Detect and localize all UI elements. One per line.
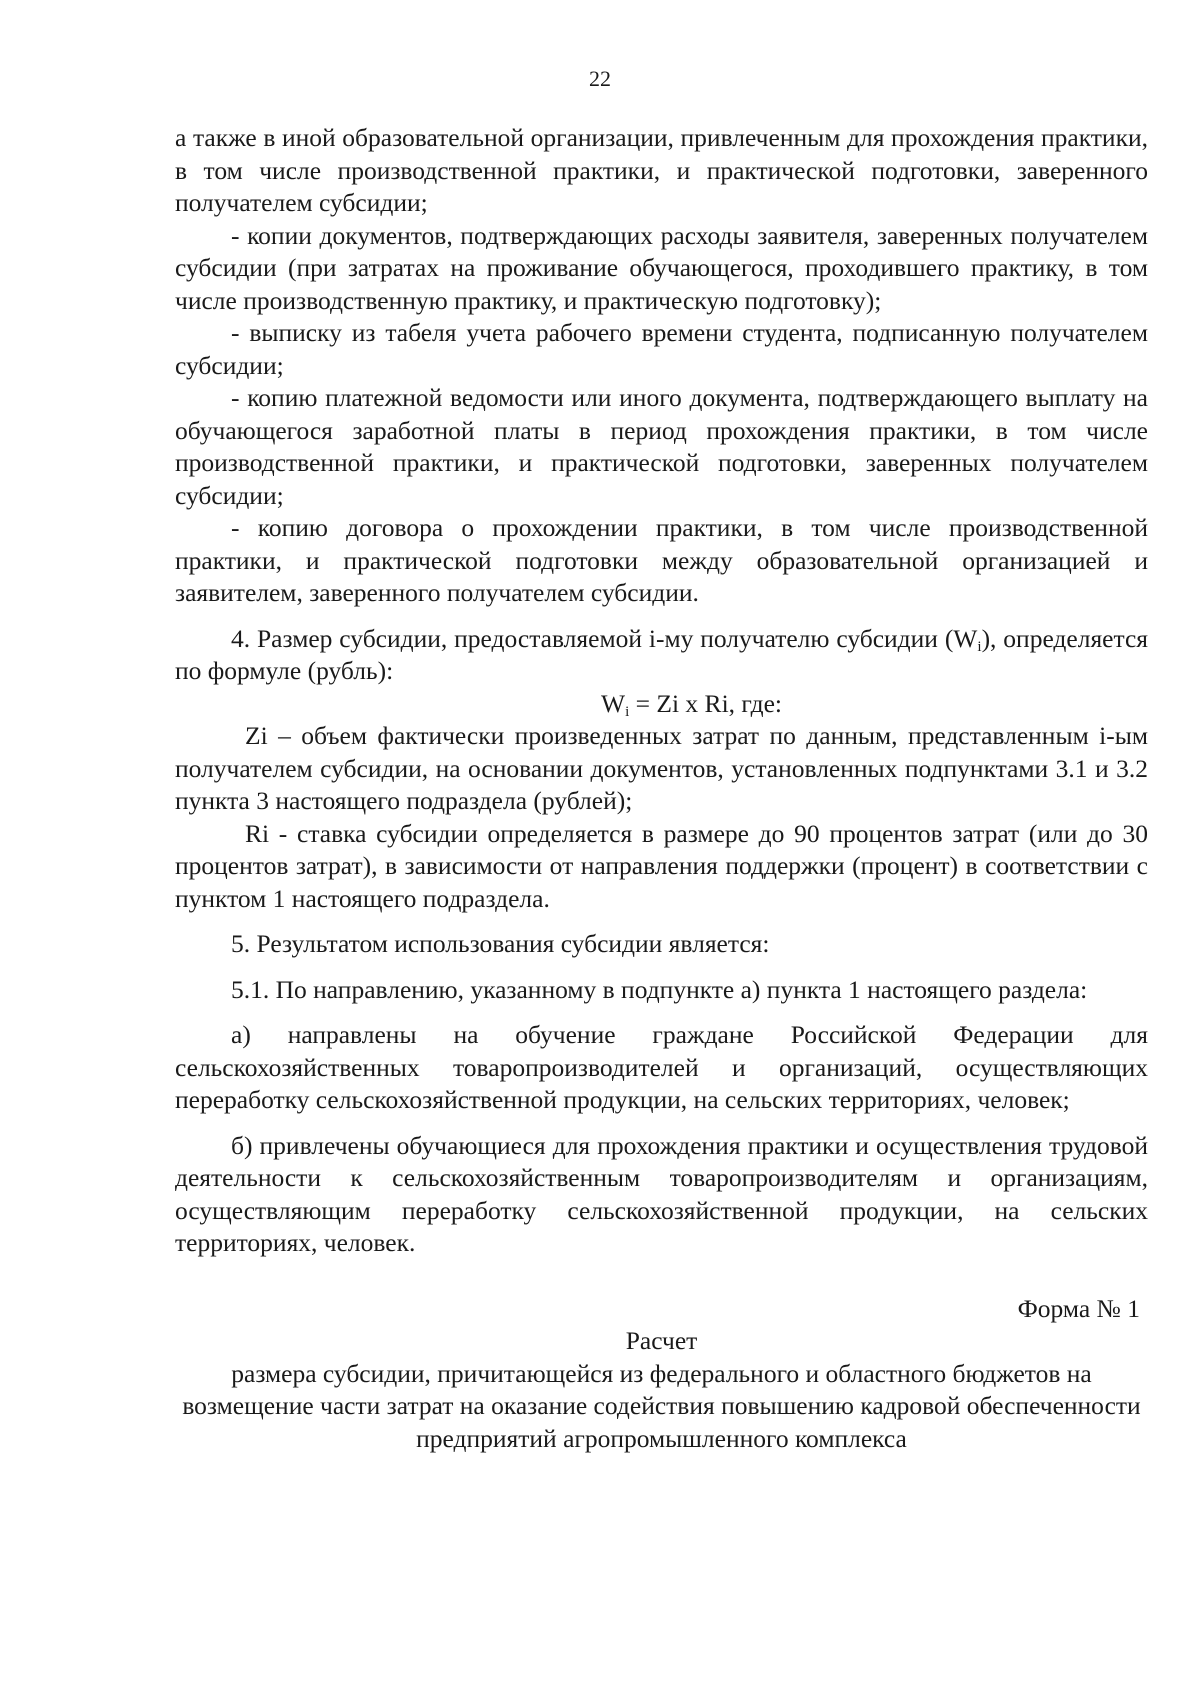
definition-ri: Ri - ставка субсидии определяется в размере до 90 процентов затрат (или до 30 процентов затрат), в зависимости от направления поддержки (процент) в соответствии с пунктом 1 настоящего подраздела. bbox=[175, 818, 1148, 913]
section-4-lead-tail: ), определяется по формуле (рубль): bbox=[175, 623, 1149, 685]
section-5-lead: 5. Результатом использования субсидии является: bbox=[231, 929, 770, 958]
page-number: 22 bbox=[589, 66, 611, 91]
section-4-lead-text: 4. Размер субсидии, предоставляемой i-му получателю субсидии (W bbox=[231, 623, 978, 653]
formula-expression: = Zi x Ri, где: bbox=[629, 688, 782, 718]
result-item-a: а) направлены на обучение граждане Российской Федерации для сельскохозяйственных товаропроизводителей и организаций, осуществляющих переработку сельскохозяйственной продукции, на сельских территориях, человек; bbox=[175, 1020, 1148, 1114]
document-body bbox=[175, 122, 1148, 1455]
section-5-1: 5.1. По направлению, указанному в подпункте а) пункта 1 настоящего раздела: bbox=[231, 974, 1088, 1004]
paragraph-copies-expenses: - копии документов, подтверждающих расходы заявителя, заверенных получателем субсидии (при затратах на проживание обучающегося, проходившего практику, в том числе производственную практику, и практическую подготовку); bbox=[175, 220, 1148, 315]
definition-zi: Zi – объем фактически произведенных затрат по данным, представленным i-ым получателем субсидии, на основании документов, установленных подпунктами 3.1 и 3.2 пункта 3 настоящего подраздела (рублей); bbox=[175, 721, 1148, 815]
form-label: Форма № 1 bbox=[1017, 1293, 1140, 1323]
result-item-b: б) привлечены обучающиеся для прохождения практики и осуществления трудовой деятельности к сельскохозяйственным товаропроизводителям и организациям, осуществляющим переработку сельскохозяйственной продукции, на сельских территориях, человек. bbox=[175, 1130, 1148, 1257]
paragraph-continuation: а также в иной образовательной организации, привлеченным для прохождения практики, в том числе производственной практики, и практической подготовки, заверенного получателем субсидии; bbox=[175, 123, 1148, 217]
subsidy-formula bbox=[175, 688, 1148, 721]
section-4-lead-subscript: i bbox=[977, 638, 982, 655]
formula-subscript: i bbox=[625, 703, 630, 720]
calculation-heading: размера субсидии, причитающейся из федерального и областного бюджетов на возмещение части затрат на оказание содействия повышению кадровой обеспеченности предприятий агропромышленного комплекса bbox=[182, 1358, 1141, 1453]
formula-variable: W bbox=[601, 688, 626, 718]
paragraph-timesheet: - выписку из табеля учета рабочего времени студента, подписанную получателем субсидии; bbox=[175, 318, 1148, 380]
paragraph-contract: - копию договора о прохождении практики, в том числе производственной практики, и практической подготовки между образовательной организацией и заявителем, заверенного получателем субсидии. bbox=[175, 513, 1148, 607]
paragraph-payroll: - копию платежной ведомости или иного документа, подтверждающего выплату на обучающегося заработной платы в период прохождения практики, в том числе производственной практики, и практической подготовки, заверенных получателем субсидии; bbox=[175, 383, 1148, 510]
section-4-lead bbox=[175, 623, 1148, 688]
calculation-title: Расчет bbox=[625, 1326, 698, 1355]
